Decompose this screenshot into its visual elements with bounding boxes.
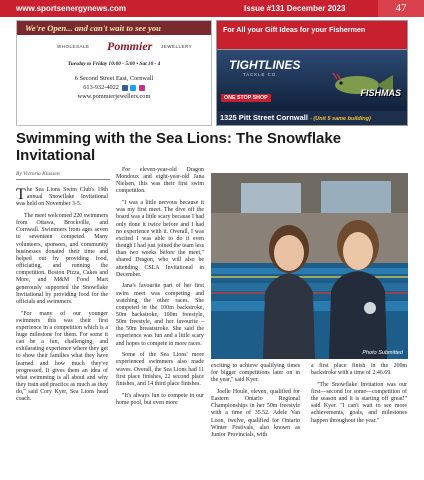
page-number: 47 [378, 0, 424, 17]
article-headline: Swimming with the Sea Lions: The Snowflake Invitational [16, 130, 342, 164]
tightlines-banner: For All your Gift Ideas for your Fishermen [216, 20, 408, 49]
paragraph: exciting to achieve qualifying times for bigger competitions later on in the year," said Kyer. [211, 363, 300, 384]
ad-banner: We're Open... and can't wait to see you [17, 21, 211, 35]
fishmas-text: FISHMAS [360, 88, 401, 98]
article-column-1 [16, 187, 108, 408]
article-column-3 [211, 363, 300, 444]
paragraph: "For many of our younger swimmers this was their first experience in a competition which is a huge milestone for them. For some it can be a fun, challenging, and exhilarating experience where they get to show their families what they have learned and how much they've progressed. It gives them an idea of what swimming is all about and why they train and practice as much as they do," said Cory Kyer, Sea Lions head coach. [16, 310, 108, 403]
paragraph: The meet welcomed 220 swimmers from Ottawa, Brockville, and Cornwall. Swimmers from ages seven to seventeen competed. Many volunteers, sponsors, and community businesses donated their time and helped out by providing food, officiating, and running the competition. Boston Pizza, Cakes and More, and M&M Food Mart generously supported the Snowflake Invitational by providing food for the officials and swimmers. [16, 212, 108, 305]
issue-label: Issue #131 December 2023 [244, 4, 346, 13]
paragraph: For eleven-year-old Dragon Mondoux and eight-year-old Jana Nielsen, this was their first swim competition. [116, 167, 204, 195]
article-byline: By Victoria Klassen [16, 171, 60, 177]
logo-name: Pommier [107, 39, 153, 53]
tightlines-address-note: - (Unit 5 same building) [310, 116, 371, 122]
pommier-ad[interactable] [16, 20, 212, 126]
site-url[interactable]: www.sportsenergynews.com [16, 4, 126, 13]
facebook-icon[interactable] [122, 85, 128, 91]
paragraph: Jana's favourite part of her first swim meet was competing and watching the other races. She competed in the 100m backstroke, 50m backstroke, 100m freestyle, 50m freestyle, and her favourite – the 50m breaststroke. She said the experience was fun and a little scary and hopes to compete in more races. [116, 283, 204, 347]
photo-credit: Photo Submitted [362, 350, 403, 356]
store-address-bar [217, 111, 407, 125]
paragraph: The Sea Lions Swim Club's 19th annual Snowflake Invitational was held on November 3-5. [16, 186, 108, 208]
tightlines-address: 1325 Pitt Street Cornwall [220, 113, 308, 122]
photo-illustration [211, 173, 408, 359]
store-contact [17, 74, 211, 101]
one-stop-shop-badge: ONE STOP SHOP [221, 94, 271, 102]
paragraph: a first place finish in the 200m backstroke with a time of 2:46.69. [311, 363, 407, 377]
drop-cap: T [16, 186, 26, 203]
twitter-icon[interactable] [130, 85, 136, 91]
logo-jewellery: JEWELLERY [161, 44, 193, 49]
byline-divider [16, 179, 110, 180]
page-header-bar [0, 0, 424, 17]
paragraph: Joelle Houle, eleven, qualified for Eastern Ontario Regional Championships in her 50m freestyle with a time of 35.52. Adele Van Loon, twelve, qualified for Ontario Winter Festivals, also known as Junior Provincials, with [211, 388, 300, 438]
tightlines-ad[interactable] [216, 49, 408, 126]
store-hours: Tuesday to Friday 10:00 - 5:00 • Sat 10 - 4 [67, 61, 161, 67]
paragraph: "I was a little nervous because it was my first meet. The dive off the board was a little scary because I had only done it twice before and I had no experience with it. Overall, I was excited I was able to do it even though I had just joined the team less than two weeks before the meet," shared Dragon, who will also be attending CSLA Invitational in December. [116, 200, 204, 278]
paragraph: "The Snowflake Invitation was our first—second for some—competition of the season and it is starting off great!" said Kyer. "I can't wait to see more achievements, goals, and milestones happen throughout the year." [311, 381, 407, 424]
pommier-logo [57, 39, 197, 57]
paragraph: "It's always fun to compete in our home pool, but even more [116, 392, 204, 406]
article-column-4 [311, 363, 407, 429]
paragraph: Some of the Sea Lions' more experienced swimmers also made waves. Overall, the Sea Lions had 11 first place finishes, 22 second place finishes, and 14 third place finishes. [116, 352, 204, 387]
store-website[interactable]: www.pommierjewellers.com [77, 93, 151, 100]
tightlines-logo-sub: TACKLE CO. [243, 72, 279, 77]
store-phone: 613-932-4022 [83, 84, 119, 91]
article-column-2 [116, 167, 204, 411]
swimmers-photo [211, 173, 408, 359]
logo-wholesale: WHOLESALE [57, 44, 90, 49]
instagram-icon[interactable] [139, 85, 145, 91]
tightlines-logo: TIGHTLINES [229, 58, 301, 72]
store-address: 6 Second Street East, Cornwall [74, 75, 154, 82]
